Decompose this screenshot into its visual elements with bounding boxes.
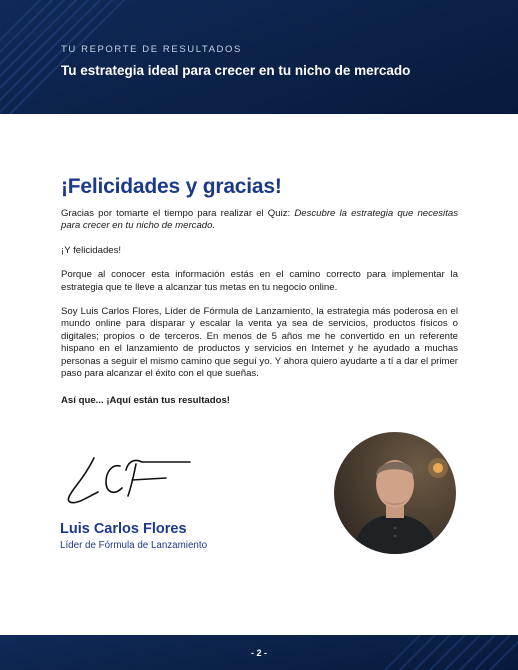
page-number: - 2 - <box>250 648 267 658</box>
results-callout: Así que... ¡Aquí están tus resultados! <box>61 395 230 407</box>
page-title: ¡Felicidades y gracias! <box>61 175 282 198</box>
paragraph-congrats: ¡Y felicidades! <box>61 244 122 256</box>
letter-body <box>61 175 458 408</box>
quiz-title: Descubre la estrategia que necesitas para crecer en tu nicho de mercado. <box>61 208 458 232</box>
decorative-stripes <box>0 0 160 114</box>
header-banner <box>0 0 518 114</box>
paragraph-reason: Porque al conocer esta información estás en el camino correcto para implementar la estrategia que te lleve a alcanzar tus metas en tu negocio online. <box>61 269 458 293</box>
paragraph-bio: Soy Luis Carlos Flores, Líder de Fórmula de Lanzamiento, la estrategia más poderosa en el mundo online para disparar y escalar la venta ya sea de servicios, productos físicos o digitales; propios o de terceros. En menos de 5 años me he convertido en un referente hispano en el lanzamiento de productos y servicios en Internet y he ayudado a muchas personas a seguir el mismo camino que seguí yo. Y ahora quiero ayudarte a tí a dar el primer paso para alcanzar el éxito con el que sueñas. <box>61 306 458 380</box>
paragraph-intro <box>61 208 458 233</box>
author-role: Líder de Fórmula de Lanzamiento <box>60 540 208 551</box>
author-photo <box>334 432 456 554</box>
report-subtitle: Tu estrategia ideal para crecer en tu nicho de mercado <box>61 63 411 78</box>
intro-text: Gracias por tomarte el tiempo para realizar el Quiz: <box>61 208 295 219</box>
footer-banner <box>0 635 518 670</box>
handwritten-signature <box>62 452 192 510</box>
author-name: Luis Carlos Flores <box>60 521 187 537</box>
report-eyebrow: TU REPORTE DE RESULTADOS <box>61 44 242 55</box>
